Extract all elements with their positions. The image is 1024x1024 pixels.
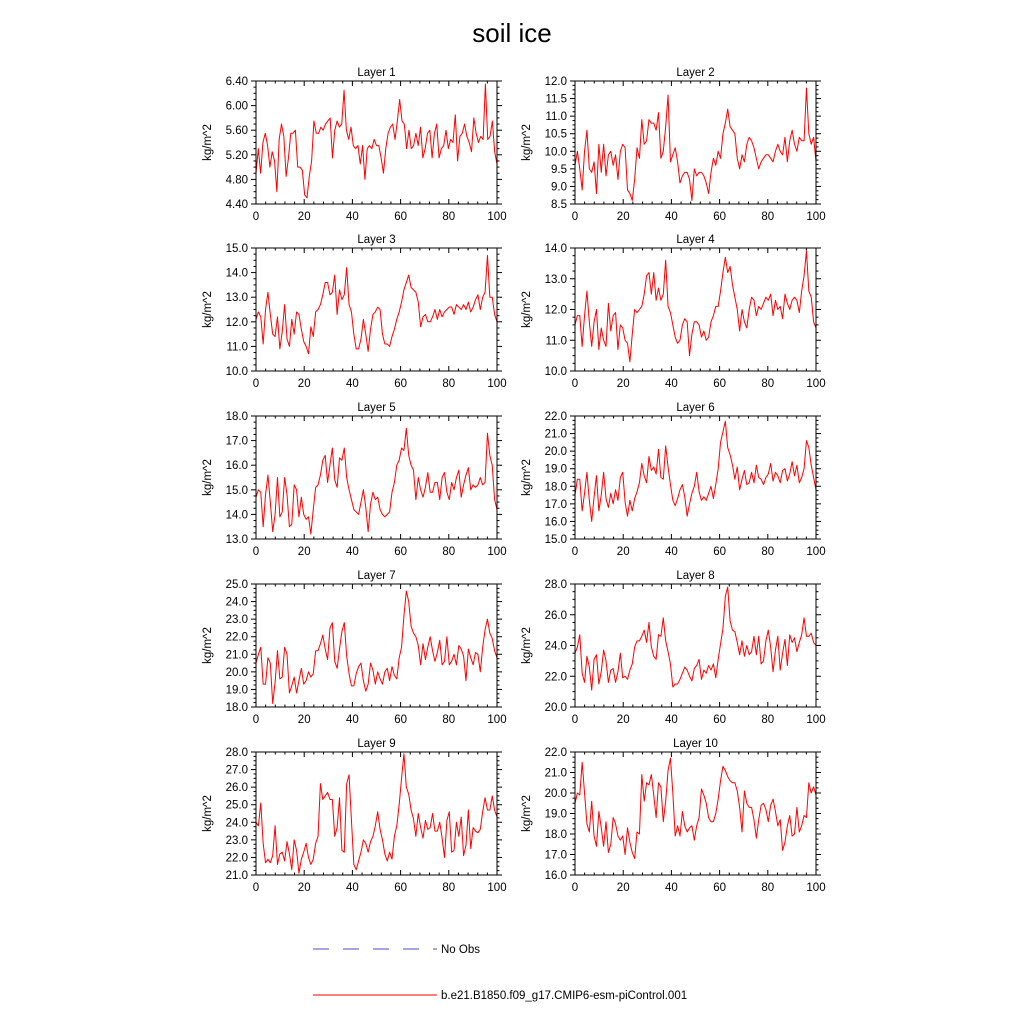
y-tick-label: 9.5 [551, 163, 567, 176]
panel-8 [521, 570, 826, 726]
y-tick-label: 17.0 [225, 435, 248, 448]
y-tick-label: 5.20 [225, 149, 248, 162]
y-tick-label: 13.0 [225, 292, 248, 305]
x-tick-label: 60 [713, 546, 726, 558]
x-tick-label: 40 [665, 546, 678, 558]
plot-frame [256, 752, 497, 875]
panel-6 [521, 402, 826, 558]
x-tick-label: 20 [297, 211, 311, 223]
y-tick-label: 12.0 [225, 316, 248, 329]
y-tick-label: 18.0 [544, 481, 567, 494]
y-tick-label: 22.0 [225, 852, 248, 865]
series-line [256, 84, 497, 198]
x-tick-label: 100 [487, 714, 507, 726]
panel-3 [202, 234, 507, 390]
panel-title: Layer 10 [673, 738, 718, 750]
x-tick-label: 100 [487, 546, 507, 558]
x-tick-label: 100 [806, 714, 826, 726]
y-tick-label: 5.60 [225, 125, 248, 138]
y-tick-label: 17.0 [544, 498, 567, 511]
y-tick-label: 20.0 [544, 788, 567, 800]
x-tick-label: 20 [616, 546, 630, 558]
x-tick-label: 0 [571, 378, 579, 390]
y-tick-label: 22.0 [544, 411, 567, 423]
x-tick-label: 80 [442, 882, 456, 894]
y-axis-label: kg/m^2 [521, 795, 533, 832]
panel-title: Layer 7 [357, 570, 396, 582]
panel-2 [521, 67, 826, 223]
panel-10 [521, 738, 826, 894]
panel-title: Layer 8 [676, 570, 715, 582]
y-tick-label: 10.0 [544, 366, 567, 378]
y-tick-label: 13.0 [544, 273, 567, 286]
y-axis-label: kg/m^2 [521, 459, 533, 496]
x-tick-label: 40 [346, 378, 359, 390]
x-tick-label: 80 [442, 714, 456, 726]
x-tick-label: 20 [616, 378, 630, 390]
y-tick-label: 19.0 [544, 463, 567, 476]
y-tick-label: 4.80 [225, 174, 248, 187]
x-tick-label: 100 [487, 211, 507, 223]
x-tick-label: 100 [487, 378, 507, 390]
y-tick-label: 14.0 [225, 509, 248, 522]
panel-4 [521, 234, 826, 390]
y-tick-label: 14.0 [225, 267, 248, 280]
x-tick-label: 80 [761, 378, 775, 390]
y-tick-label: 12.0 [544, 304, 567, 317]
y-tick-label: 6.40 [225, 76, 248, 88]
panel-7 [202, 570, 507, 726]
x-tick-label: 0 [252, 882, 260, 894]
x-tick-label: 0 [252, 211, 260, 223]
y-tick-label: 11.0 [226, 341, 248, 354]
x-tick-label: 0 [252, 378, 260, 390]
y-tick-label: 20.0 [225, 666, 248, 679]
y-tick-label: 21.0 [544, 428, 567, 441]
panel-title: Layer 6 [676, 402, 715, 414]
legend-entry-model [313, 990, 687, 1002]
x-tick-label: 100 [487, 882, 507, 894]
y-tick-label: 18.0 [544, 829, 567, 841]
x-tick-label: 100 [806, 211, 826, 223]
panel-title: Layer 9 [357, 738, 396, 750]
y-tick-label: 22.0 [225, 631, 248, 644]
y-axis-label: kg/m^2 [521, 627, 533, 664]
y-tick-label: 22.0 [544, 671, 567, 684]
y-tick-label: 6.00 [225, 100, 248, 113]
y-tick-label: 11.0 [545, 335, 567, 348]
x-tick-label: 80 [761, 882, 775, 894]
panels [202, 67, 826, 894]
y-tick-label: 18.0 [225, 702, 248, 714]
panel-title: Layer 1 [357, 67, 396, 79]
y-tick-label: 16.0 [544, 516, 567, 529]
legend-label-obs: No Obs [441, 944, 480, 956]
y-tick-label: 8.5 [551, 199, 567, 211]
x-tick-label: 20 [616, 211, 630, 223]
y-tick-label: 20.0 [544, 702, 567, 714]
y-tick-label: 27.0 [225, 764, 248, 777]
y-tick-label: 23.0 [225, 614, 248, 627]
x-tick-label: 80 [761, 714, 775, 726]
x-tick-label: 0 [571, 714, 579, 726]
y-tick-label: 15.0 [225, 243, 248, 255]
y-tick-label: 14.0 [544, 243, 567, 255]
x-tick-label: 60 [394, 378, 407, 390]
y-tick-label: 10.0 [225, 366, 248, 378]
plot-frame [575, 248, 816, 371]
x-tick-label: 80 [761, 211, 775, 223]
y-tick-label: 15.0 [544, 534, 567, 546]
x-tick-label: 40 [665, 211, 678, 223]
x-tick-label: 40 [665, 378, 678, 390]
series-line [256, 255, 497, 353]
y-tick-label: 13.0 [225, 534, 248, 546]
plot-frame [256, 81, 497, 204]
panel-1 [202, 67, 507, 223]
x-tick-label: 80 [442, 378, 456, 390]
y-axis-label: kg/m^2 [202, 459, 214, 496]
x-tick-label: 20 [616, 882, 630, 894]
series-line [256, 591, 497, 703]
y-axis-label: kg/m^2 [521, 291, 533, 328]
y-tick-label: 4.40 [225, 199, 248, 211]
series-line [256, 428, 497, 534]
x-tick-label: 0 [252, 546, 260, 558]
y-tick-label: 22.0 [544, 747, 567, 759]
legend-entry-obs [313, 944, 480, 956]
x-tick-label: 60 [394, 882, 407, 894]
x-tick-label: 0 [252, 714, 260, 726]
x-tick-label: 40 [346, 714, 359, 726]
x-tick-label: 60 [394, 714, 407, 726]
panel-5 [202, 402, 507, 558]
x-tick-label: 20 [616, 714, 630, 726]
y-tick-label: 24.0 [544, 640, 567, 653]
x-tick-label: 80 [761, 546, 775, 558]
y-tick-label: 15.0 [225, 484, 248, 497]
x-tick-label: 60 [713, 211, 726, 223]
x-tick-label: 60 [394, 211, 407, 223]
y-tick-label: 24.0 [225, 596, 248, 609]
y-axis-label: kg/m^2 [202, 627, 214, 664]
plot-frame [575, 81, 816, 204]
x-tick-label: 40 [665, 882, 678, 894]
x-tick-label: 60 [394, 546, 407, 558]
plot-frame [575, 752, 816, 875]
panel-9 [202, 738, 507, 894]
y-axis-label: kg/m^2 [521, 124, 533, 161]
y-tick-label: 21.0 [225, 649, 248, 662]
y-tick-label: 17.0 [544, 849, 567, 862]
y-tick-label: 10.0 [544, 146, 567, 159]
y-axis-label: kg/m^2 [202, 124, 214, 161]
series-line [575, 88, 816, 200]
legend-label-model: b.e21.B1850.f09_g17.CMIP6-esm-piControl.001 [441, 990, 688, 1002]
y-tick-label: 25.0 [225, 579, 248, 591]
y-tick-label: 25.0 [225, 799, 248, 812]
panel-title: Layer 2 [676, 67, 715, 79]
y-tick-label: 21.0 [544, 767, 567, 780]
y-tick-label: 24.0 [225, 817, 248, 830]
y-tick-label: 16.0 [225, 460, 248, 473]
y-axis-label: kg/m^2 [202, 795, 214, 832]
x-tick-label: 80 [442, 211, 456, 223]
x-tick-label: 40 [346, 211, 359, 223]
y-tick-label: 19.0 [544, 808, 567, 821]
y-tick-label: 28.0 [544, 579, 567, 591]
panel-title: Layer 4 [676, 234, 715, 246]
series-line [575, 421, 816, 521]
x-tick-label: 20 [297, 546, 311, 558]
x-tick-label: 20 [297, 378, 311, 390]
panel-title: Layer 5 [357, 402, 396, 414]
x-tick-label: 100 [806, 882, 826, 894]
x-tick-label: 80 [442, 546, 456, 558]
x-tick-label: 40 [346, 546, 359, 558]
series-line [256, 754, 497, 873]
y-tick-label: 16.0 [544, 870, 567, 882]
y-tick-label: 20.0 [544, 446, 567, 459]
series-line [575, 587, 816, 690]
y-tick-label: 9.0 [551, 181, 567, 194]
x-tick-label: 60 [713, 882, 726, 894]
x-tick-label: 0 [571, 211, 579, 223]
y-tick-label: 28.0 [225, 747, 248, 759]
x-tick-label: 60 [713, 714, 726, 726]
y-tick-label: 26.0 [544, 609, 567, 622]
y-tick-label: 18.0 [225, 411, 248, 423]
y-tick-label: 11.5 [545, 93, 567, 106]
y-tick-label: 21.0 [225, 870, 248, 882]
y-tick-label: 12.0 [544, 76, 567, 88]
y-tick-label: 10.5 [544, 128, 567, 141]
x-tick-label: 0 [571, 882, 579, 894]
panel-title: Layer 3 [357, 234, 396, 246]
x-tick-label: 40 [665, 714, 678, 726]
y-axis-label: kg/m^2 [202, 291, 214, 328]
plot-frame [575, 584, 816, 707]
legend [313, 944, 687, 1002]
series-line [575, 758, 816, 858]
y-tick-label: 19.0 [225, 684, 248, 697]
y-tick-label: 11.0 [545, 111, 567, 124]
main-title: soil ice [472, 18, 552, 48]
y-tick-label: 23.0 [225, 834, 248, 847]
x-tick-label: 40 [346, 882, 359, 894]
x-tick-label: 100 [806, 546, 826, 558]
x-tick-label: 100 [806, 378, 826, 390]
series-line [575, 251, 816, 362]
x-tick-label: 20 [297, 882, 311, 894]
y-tick-label: 26.0 [225, 782, 248, 795]
x-tick-label: 20 [297, 714, 311, 726]
x-tick-label: 0 [571, 546, 579, 558]
plot-frame [256, 584, 497, 707]
x-tick-label: 60 [713, 378, 726, 390]
